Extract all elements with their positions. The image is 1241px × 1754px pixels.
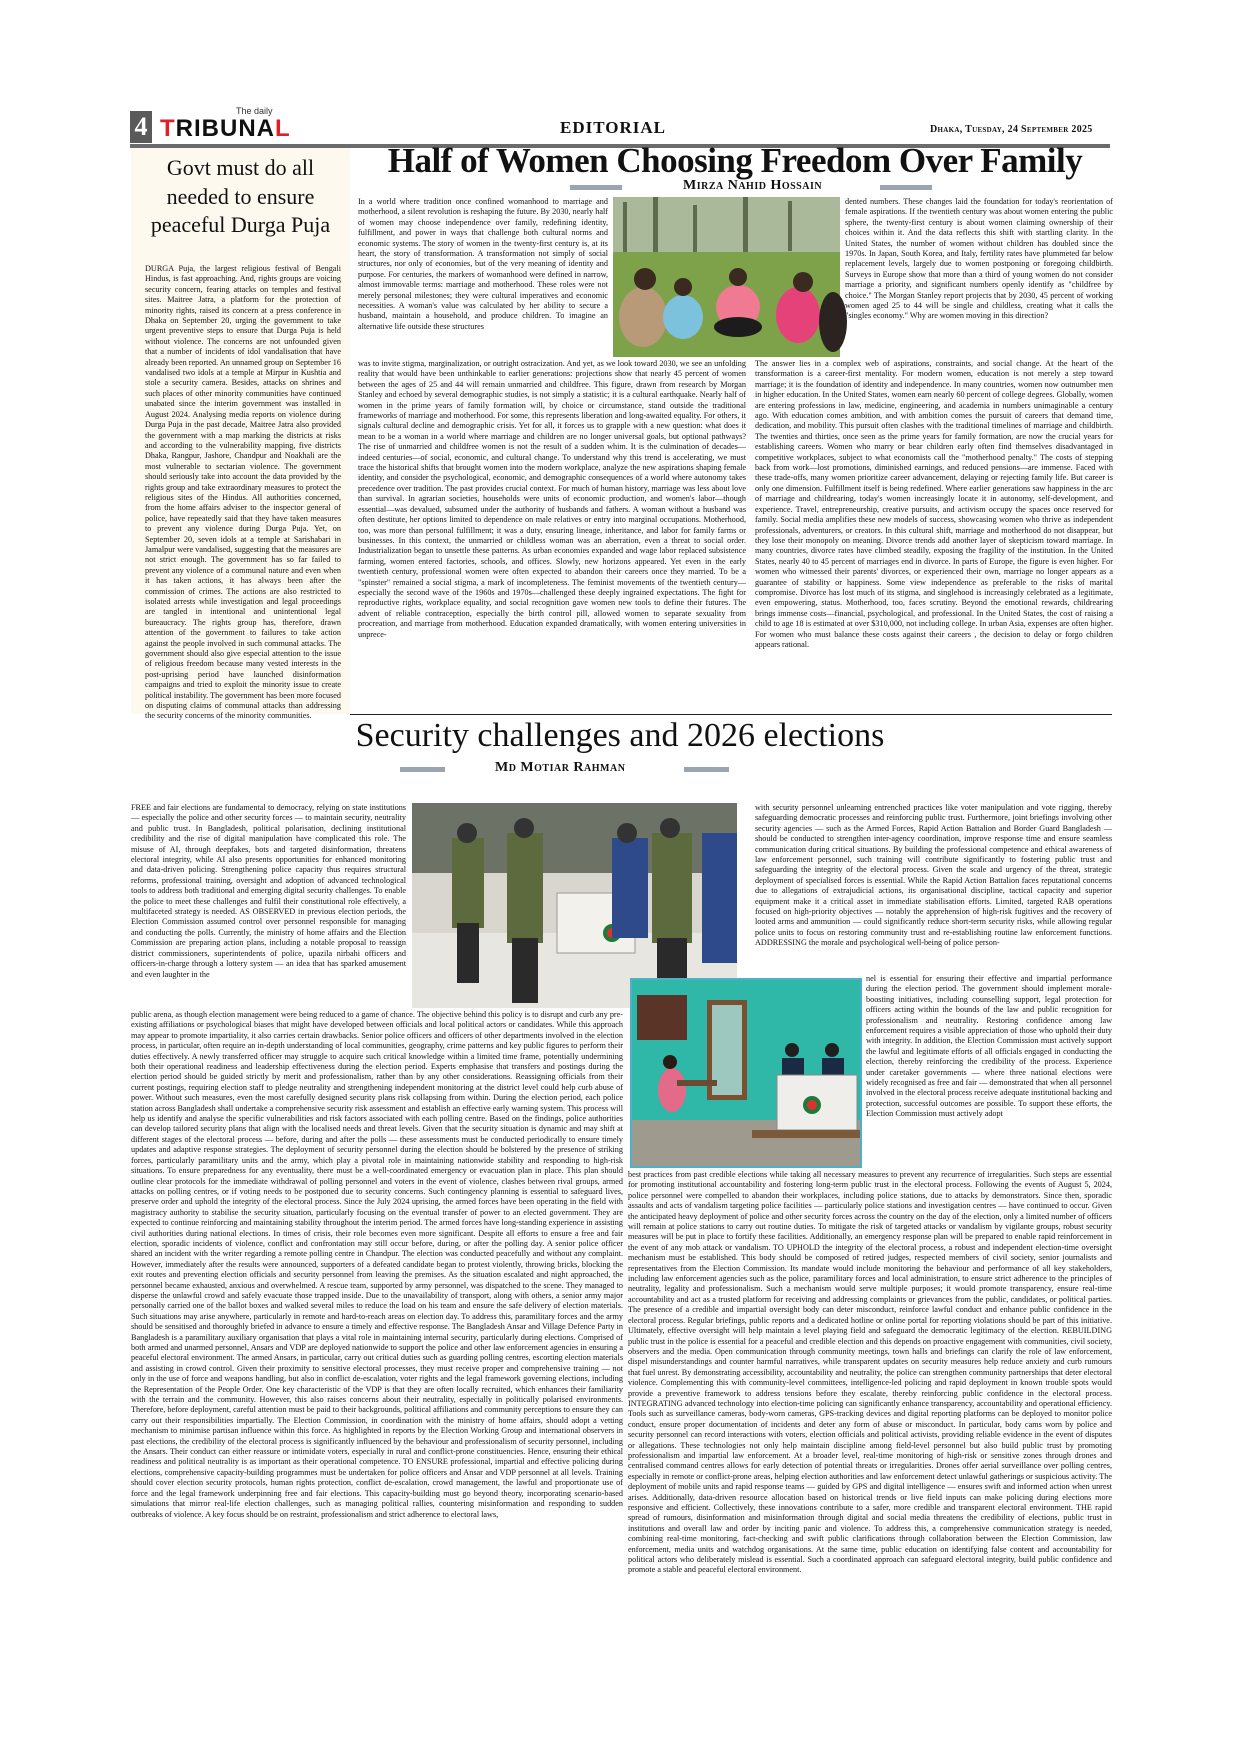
article2-column-right-mid: nel is essential for ensuring their effective and impartial performance during the election period. The government should implement morale-boosting initiatives, including counselling support, legal protection for officers acting within the bounds of the law and public recognition for professionalism and neutrality. Restoring confidence among law enforcement requires a visible appreciation of those who uphold their duty with integrity. In addition, the Election Commission must actively support the lawful and legitimate efforts of all officials engaged in conducting the election, thereby reinforcing the credibility of the process. Experience under caretaker governments — where three national elections were widely recognised as free and fair — demonstrated that when all personnel involved in the electoral process receive adequate institutional backing and protection, successful outcomes are possible. To support these efforts, the Election Commission must actively adopt (866, 974, 1112, 1119)
article1-headline: Half of Women Choosing Freedom Over Family (387, 141, 1083, 180)
article1-column-middle: was to invite stigma, marginalization, or outright ostracization. And yet, as we look toward 2030, we see an unfolding reality that would have been unthinkable to earlier generations: projections show that nearly 45 percent of women between the ages of 25 and 44 will remain unmarried and childfree. This figure, drawn from research by Morgan Stanley and echoed by several demographic studies, is not simply a statistic; it is a cultural earthquake. Nearly half of women in the prime years of family formation will, by choice or circumstance, stand outside the traditional frameworks of marriage and motherhood. For some, this represents liberation and long-awaited equality. For others, it signals cultural decline and demographic crisis. Yet for all, it forces us to grapple with a new question: what does it mean to be a woman in a world where marriage and children are no longer universal goals, but optional pathways? The rise of unmarried and childfree women is not the result of a sudden whim. It is the culmination of decades—indeed centuries—of social, economic, and cultural change. To understand why this trend is accelerating, we must trace the historical shifts that brought women into the modern workplace, analyze the new aspirations shaping female identity, and consider the psychological, economic, and demographic consequences of a world where autonomy takes precedence over tradition. The past provides crucial context. For much of human history, marriage was less about love than survival. In agrarian societies, households were units of economic production, and women's labor—though essential—was devalued, subsumed under the authority of husbands and fathers. A woman without a husband was often destitute, her options limited to dependence on male relatives or entry into marginal occupations. Motherhood, too, was more than personal fulfillment; it was a duty, ensuring lineage, inheritance, and labor for family farms or businesses. In this context, the unmarried or childless woman was an aberration, even a threat to social order. Industrialization began to unsettle these patterns. As urban economies expanded and wage labor replaced subsistence farming, women entered factories, schools, and offices. Slowly, new horizons appeared. Yet even in the early twentieth century, professional women were often expected to abandon their careers once they married. To be a "spinster" remained a social stigma, a mark of incompleteness. The feminist movements of the twentieth century—especially the second wave of the 1960s and 1970s—challenged these deeply ingrained expectations. The fight for reproductive rights, workplace equality, and social recognition gave women new tools to define their futures. The advent of reliable contraception, especially the birth control pill, allowed women to separate sexuality from procreation, and marriage from motherhood. Education expanded dramatically, with women entering universities in unprece- (358, 359, 746, 639)
article2-column-left-full: public arena, as though election management were being reduced to a game of chance. The objective behind this policy is to disrupt and curb any pre-existing affiliations or psychological biases that might have developed between officials and local political actors or candidates. While this approach may appear to promote impartiality, it also carries certain drawbacks. Senior police officers and officers of other departments involved in the election process, in particular, often require an in-depth understanding of local communities, geography, crime patterns and key public figures to perform their duties effectively. A newly transferred officer may struggle to acquire such critical knowledge within a limited time frame, potentially undermining both their operational readiness and leadership effectiveness during the election period. Experts emphasise that transfers and postings during the election period should be guided strictly by merit and professionalism, rather than by any other considerations. Reassigning officials from their current postings, requiring election staff to pledge neutrality and strengthening independent monitoring at the district level could help curb abuse of power. Without such measures, even the most carefully designed security plans risk collapsing from within. During the election period, each police station across Bangladesh shall undertake a comprehensive security risk assessment and establish an effective early warning system. This process will help us identify and analyse the specific vulnerabilities and risk factors associated with each polling centre. Based on the findings, police authorities can develop tailored security plans that align with the localised needs and threat levels. Given that the security situation is dynamic and may shift at different stages of the electoral process — before, during and after the polls — these assessments must be conducted periodically to ensure timely updates and adaptive response strategies. The deployment of security personnel during the election should be bolstered by the presence of striking forces, particularly paramilitary units and the army, which play a pivotal role in maintaining nationwide stability and responding to high-risk situations. To ensure preparedness for any eventuality, there must be a well-coordinated emergency or evacuation plan in place. This plan should outline clear protocols for the immediate withdrawal of polling personnel and voters in the event of violence, clashes between rival groups, armed attacks on polling centres, or if voting needs to be postponed due to security concerns. Such contingency planning is essential to safeguard lives, preserve order and uphold the integrity of the electoral process. Since the July 2024 uprising, the armed forces have been operating in the field with magistracy authority to stabilise the security situation, particularly focusing on the eventual transfer of power to an elected government. They are expected to continue reinforcing and maintaining stability throughout the interim period. The armed forces have long-standing experience in assisting civil authorities during national elections. In times of crisis, their role becomes even more significant. Despite all efforts to ensure a free and fair election, sporadic incidents of violence, conflict and confrontation may still occur before, during, or after the polling day. A senior police officer shared an incident with the writer regarding a remote polling centre in Chandpur. The election was conducted peacefully and without any complaint. However, immediately after the results were announced, supporters of a defeated candidate began to protest violently, throwing bricks, blocking the exit routes and preventing election officials and security personnel from leaving the premises. As the situation escalated and night approached, the personnel became exhausted, anxious and overwhelmed. A rescue team, supported by army personnel, was dispatched to the scene. They managed to disperse the unlawful crowd and safely evacuate those trapped inside. Due to the unavailability of transport, along with others, a senior army major personally carried one of the ballot boxes and walked several miles to reduce the load on his team and ensure the safe delivery of election materials. Such situations may arise anywhere, particularly in remote and hard-to-reach areas on election day. To address this, paramilitary forces and the army should be sensitised and thoroughly briefed in advance to ensure a timely and effective response. The Bangladesh Ansar and Village Defence Party in Bangladesh is a paramilitary auxiliary organisation that plays a vital role in maintaining internal security, particularly during elections. Comprised of both armed and unarmed personnel, Ansars and VDP are deployed nationwide to support the police and other law enforcement agencies in ensuring a peaceful electoral environment. The armed Ansars, in particular, carry out critical duties such as guarding polling centres, escorting election materials and assisting in crowd control. Given their proximity to sensitive electoral processes, they must receive proper and comprehensive training — not only in the use of force and weapons handling, but also in conflict de-escalation, voter rights and the legal framework governing elections, including the Representation of the People Order. One key characteristic of the VDP is that they are often locally recruited, which enhances their familiarity with the terrain and the community. However, this also raises concerns about their neutrality, especially in politically polarised environments. Therefore, before deployment, careful attention must be paid to their backgrounds, political affiliations and community perceptions to ensure they can carry out their responsibilities impartially. The Election Commission, in coordination with the ministry of home affairs, should adopt a vetting mechanism to minimise partisan influence within this force. As highlighted in reports by the Election Working Group and international observers in past elections, the credibility of the electoral process is significantly influenced by the behaviour and professionalism of security personnel, including the Ansars. Their conduct can either reassure or intimidate voters, especially in rural and conflict-prone constituencies. Hence, ensuring their ethical readiness and political neutrality is as important as their operational competence. TO ENSURE professional, impartial and effective policing during elections, comprehensive capacity-building programmes must be undertaken for police officers and Ansar and VDP personnel at all levels. Training should cover election security protocols, human rights protection, conflict de-escalation, crowd management, the lawful and proportionate use of force and the legal framework underpinning free and fair elections. This capacity-building must go beyond theory, incorporating scenario-based simulations that mirror real-life election challenges, such as managing political rallies, countering misinformation and responding to sudden outbreaks of violence. A key focus should be on restraint, professionalism and strict adherence to electoral laws, (131, 1010, 623, 1519)
students-on-lawn-photo (613, 197, 840, 357)
article2-byline: Md Motiar Rahman (495, 760, 626, 775)
byline-rule-left (570, 185, 622, 190)
photo-illustration (613, 197, 840, 357)
logo-the-daily: The daily (236, 106, 273, 116)
dateline: Dhaka, Tuesday, 24 September 2025 (930, 124, 1093, 135)
article-divider (350, 714, 1112, 715)
article1-column-right: The answer lies in a complex web of aspirations, constraints, and social change. At the heart of the transformation is a career-first mentality. For modern women, education is not merely a step toward marriage; it is the foundation of identity and independence. In many countries, women now outnumber men in higher education. In the United States, women earn nearly 60 percent of college degrees. Globally, women are entering professions in law, medicine, engineering, and academia in numbers unimaginable a century ago. With education comes ambition, and with ambition comes the pursuit of careers that demand time, dedication, and mobility. This pursuit often clashes with the traditional timelines of marriage and childbirth. The twenties and thirties, once seen as the prime years for family formation, are now the crucial years for establishing careers. Women who marry or bear children early often find themselves disadvantaged in competitive workplaces, subject to what economists call the "motherhood penalty." The costs of stepping back from work—lost promotions, diminished earnings, and reduced pensions—are immense. Faced with these trade-offs, many women prioritize career advancement, delaying or rejecting family life. But career is only one dimension. Fulfillment itself is being redefined. Where earlier generations saw happiness in the arc of marriage and childrearing, today's women increasingly locate it in autonomy, self-development, and experience. Travel, entrepreneurship, creative pursuits, and activism occupy the spaces once reserved for family. Social media amplifies these new models of success, showcasing women who thrive as independent professionals, adventurers, or creators. In this cultural shift, marriage and motherhood do not disappear, but they lose their monopoly on meaning. Divorce trends add another layer of skepticism toward marriage. In many countries, divorce rates have climbed steadily, exposing the fragility of the institution. In the United States, nearly 40 to 45 percent of marriages end in divorce. In parts of Europe, the figure is even higher. For women who witnessed their parents' divorces, or experienced their own, marriage no longer appears as a guarantee of stability or happiness. Some view independence as preferable to the risks of marital compromise. Divorce has lost much of its stigma, and singlehood is increasingly celebrated as a legitimate, even empowering, status. Motherhood, too, faces scrutiny. Beyond the emotional rewards, childrearing brings immense costs—financial, psychological, and professional. In the United States, the cost of raising a child to age 18 is estimated at over $310,000, not including college. In urban Asia, expenses are often higher. For women who must balance these costs against their careers , the decision to delay or forgo children appears rational. (755, 359, 1113, 649)
editorial-body: DURGA Puja, the largest religious festival of Bengali Hindus, is fast approaching. And, rights groups are voicing security concern, fearing attacks on temples and festival sites. Maitree Jatra, a platform for the protection of minority rights, raised its concern at a press conference in Dhaka on September 20, urging the government to take urgent preventive steps to ensure that Durga Puja is held without violence. The concerns are not unfounded given that a number of incidents of idol vandalisation that have already been reported. An unnamed group on September 16 vandalised two idols at a temple at Mirpur in Kushtia and stole a security camera. Besides, attacks on shrines and such places of other minority communities have continued unabated since the interim government was installed in August 2024. Analysing media reports on violence during Durga Puja in the past decade, Maitree Jatra also provided the government with a map marking the districts at risks and according to the vulnerability mapping, five districts Dhaka, Rangpur, Jashore, Chandpur and Noakhali are the most vulnerable to sectarian violence. The government should seriously take into account the data provided by the rights group and take extraordinary measures to protect the religious sites of the Hindus. All authorities concerned, from the home affairs adviser to the inspector general of police, have repeatedly said that they have taken measures to prevent any violence during Durga Puja. Yet, on September 20, seven idols at a temple at Sarishabari in Jamalpur were vandalised, suggesting that the measures are not strict enough. The government has so far failed to prevent any violence of a communal nature and even when it has taken actions, it has always been after the commission of crimes. The actions are also restricted to isolated arrests while investigation and legal proceedings are tangled in intentional and unintentional legal bureaucracy. The rights group has, therefore, drawn attention of the government to failures to take action against the people involved in such communal attacks. The government should also give especial attention to the issue of religious freedom because many vested interests in the post-uprising period have launched disinformation campaigns and tried to exploit the minority issue to create political instability. The government has been more focused on disputing claims of communal attacks than addressing the security concerns of the minority communities. (145, 264, 341, 721)
logo-wordmark: TRIBUNAL (160, 115, 291, 142)
article2-column-right-full: best practices from past credible elections while taking all necessary measures to prevent any recurrence of irregularities. Such steps are essential for promoting institutional accountability and fostering long-term public trust in the electoral process. Following the events of August 5, 2024, police personnel were compelled to abandon their workplaces, including police stations, due to attacks by demonstrators. Since then, sporadic assaults and acts of vandalism targeting police facilities — particularly police stations and investigation centres — have continued to occur. Given the anticipated heavy deployment of police and other security forces across the country on the day of the election, only a limited number of officers will remain at police stations to carry out routine duties. To mitigate the risk of targeted attacks or vandalism by vigilante groups, robust security measures will be put in place to fortify these facilities. Additionally, an emergency response plan will be prepared to enable rapid reinforcement in the event of any mob attack or vandalism. TO UPHOLD the integrity of the electoral process, a robust and independent election-time oversight mechanism must be established. This body should be composed of retired judges, respected members of civil society, senior journalists and representatives from the Election Commission. Its mandate would include monitoring the behaviour and performance of all key stakeholders, including law enforcement agencies such as the police, paramilitary forces and local administration, to ensure strict adherence to the principles of neutrality, legality and professionalism. Such a mechanism would serve multiple purposes; it would promote transparency, ensure real-time accountability and act as a trusted platform for receiving and addressing complaints or grievances from the public, candidates, or political parties. The presence of a credible and impartial oversight body can deter misconduct, reinforce lawful conduct and enhance public confidence in the electoral process. Regular briefings, public reports and a dedicated hotline or online portal for reporting violations should be part of this initiative. Ultimately, effective oversight will help maintain a level playing field and safeguard the democratic legitimacy of the election. REBUILDING public trust in the police is essential for a peaceful and credible election and this depends on proactive engagement with communities, civil society, observers and the media. Open communication through community meetings, town halls and briefings can clarify the role of law enforcement, dispel misunderstandings and counter harmful narratives, while transparent updates on security measures help reduce anxiety and curb rumours that fuel unrest. By demonstrating accessibility, accountability and neutrality, the police can strengthen community partnerships that deter electoral violence. Complementing this with community-level committees, intelligence-led policing and rapid deployment in known trouble spots would provide a preventive framework to address tensions before they escalate, thereby reinforcing public confidence in the electoral process. INTEGRATING advanced technology into election-time policing can significantly enhance transparency, accountability and operational efficiency. Tools such as surveillance cameras, body-worn cameras, GPS-tracking devices and digital reporting platforms can be deployed to monitor police conduct, ensure proper documentation of incidents and deter any form of abuse or misconduct. In particular, body cams worn by police and security personnel can record interactions with voters, election officials and political activists, providing reliable evidence in the event of disputes or allegations. These technologies not only help maintain discipline among field-level personnel but also build public trust by promoting professionalism and impartial law enforcement. At a broader level, real-time monitoring of high-risk or sensitive zones through drones and centralised command centres allows for early detection of potential threats or irregularities. Drones offer aerial surveillance over polling centres, especially in remote or conflict-prone areas, helping election authorities and law enforcement detect unlawful gatherings or suspicious activity. The deployment of mobile units and rapid response teams — guided by GPS and digital intelligence — ensures swift and informed action when unrest arises. Additionally, data-driven resource allocation based on historical trends or live field inputs can make policing during elections more responsive and efficient. Collectively, these innovations contribute to a safer, more credible and transparent electoral environment. THE rapid spread of rumours, disinformation and misinformation through digital and social media threatens the credibility of elections, public trust in institutions and overall law and order by inciting panic and violence. To address this, a comprehensive communication strategy is needed, combining real-time monitoring, fact-checking and swift public clarifications through collaboration between the Election Commission, law enforcement, media units and watchdog organisations. At the same time, public education on identifying false content and accountability for political actors who deliberately mislead is essential. Such a coordinated approach can safeguard electoral integrity, build public confidence and promote a stable and peaceful electoral environment. (628, 1170, 1112, 1575)
polling-centre-photo (630, 978, 862, 1168)
page-number: 4 (130, 111, 152, 143)
article2-column-left: FREE and fair elections are fundamental to democracy, relying on state institutions — especially the police and other security forces — to maintain security, neutrality and public trust. In Bangladesh, political polarisation, declining institutional credibility and the rise of digital manipulation have complicated this role. The misuse of AI, through deepfakes, bots and targeted disinformation, threatens electoral integrity, while AI also presents opportunities for enhanced monitoring and data-driven policing. Strengthening police capacity thus requires structural reforms, professional training, oversight and adoption of advanced technological tools to address both traditional and emerging digital security challenges. To enable the police to meet these challenges and fulfil their constitutional role effectively, a multifaceted strategy is needed. AS OBSERVED in previous election periods, the Election Commission assumed control over personnel responsible for managing and conducting the polls. Currently, the ministry of home affairs and the Election Commission are preparing action plans, including a notable proposal to reassign district commissioners, superintendents of police, upazila nirbahi officers and officers-in-charge through a lottery system — an idea that has sparked amusement and even laughter in the (131, 803, 406, 979)
photo-illustration (632, 980, 860, 1166)
newspaper-logo (154, 106, 304, 144)
editorial-box (131, 148, 350, 721)
byline-rule-right (880, 185, 932, 190)
editorial-headline: Govt must do all needed to ensure peaceful Durga Puja (150, 155, 331, 238)
byline2-rule-left (400, 767, 445, 772)
article2-column-right-top: with security personnel unlearning entrenched practices like voter manipulation and vote rigging, thereby safeguarding democratic processes and reinforcing public trust. Furthermore, joint briefings involving other security agencies — such as the Armed Forces, Rapid Action Battalion and Border Guard Bangladesh — should be conducted to strengthen inter-agency coordination, improve response time and ensure seamless communication during critical situations. By building the professional competence and ethical awareness of law enforcement personnel, such training will contribute significantly to fostering public trust and safeguarding the integrity of the electoral process. Given the scale and urgency of the threat, strategic deployment of specialised forces is essential. While the Rapid Action Battalion faces reputational concerns due to allegations of extrajudicial actions, its organisational discipline, tactical capacity and superior equipment make it a critical asset in immediate stabilisation efforts. Limited, targeted RAB operations focused on high-priority objectives — notably the apprehension of high-risk fugitives and the recovery of looted arms and ammunition — could significantly reduce short-term security risks, while allowing regular police units to focus on restoring community trust and re-establishing routine law enforcement functions. ADDRESSING the morale and psychological well-being of police person- (755, 803, 1112, 948)
byline2-rule-right (684, 767, 729, 772)
article1-column-right-top: dented numbers. These changes laid the foundation for today's reorientation of female aspirations. If the twentieth century was about women entering the public sphere, the twenty-first century is about women claiming ownership of their choices within it. And the data reflects this shift with startling clarity. In the United States, the number of women without children has doubled since the 1970s. In Japan, South Korea, and Italy, fertility rates have plummeted far below replacement levels, largely due to women postponing or foregoing childbirth. Surveys in Europe show that more than a third of young women do not consider marriage a priority, and significant numbers openly identify as "childfree by choice." The Morgan Stanley report projects that by 2030, 45 percent of working women aged 25 to 44 will be single and childless, creating what it calls the "singles economy." Why are women moving in this direction? (845, 197, 1113, 321)
section-label: EDITORIAL (560, 118, 666, 137)
article1-column-left: In a world where tradition once confined womanhood to marriage and motherhood, a silent revolution is reshaping the future. By 2030, nearly half of women may choose independence over family, redefining identity, fulfillment, and power in ways that challenge both cultural norms and economic systems. The story of women in the twenty-first century is, at its heart, the story of transformation. A transformation not simply of social structures, nor only of economies, but of the very meaning of identity and purpose. For centuries, the markers of womanhood were defined in narrow, almost immovable terms: marriage and motherhood. These roles were not merely personal milestones; they were cultural imperatives and economic necessities. A woman's value was calculated by her ability to secure a husband, maintain a household, and produce children. To imagine an alternative life outside these structures (358, 197, 608, 331)
article1-byline: Mirza Nahid Hossain (683, 178, 823, 193)
article2-headline: Security challenges and 2026 elections (355, 717, 885, 754)
